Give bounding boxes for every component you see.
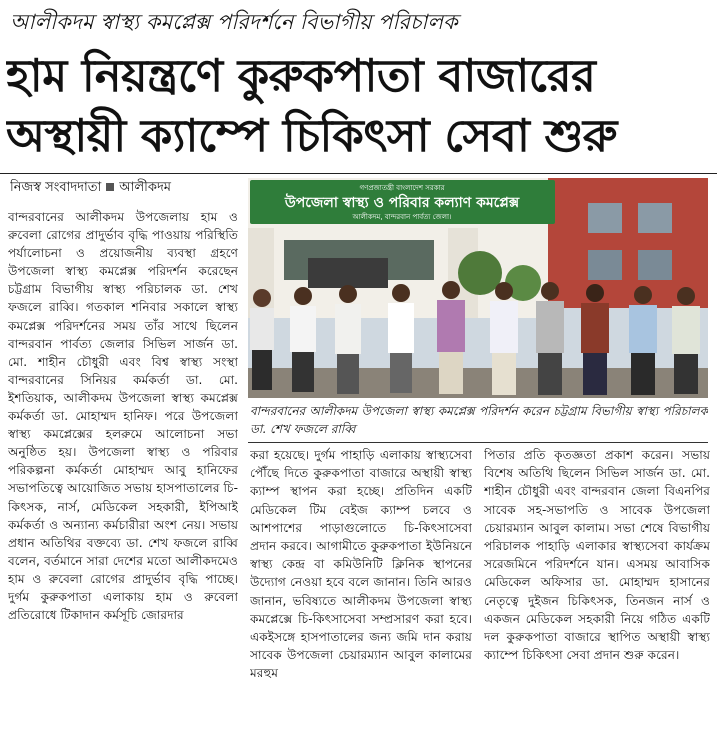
caption-divider bbox=[248, 442, 708, 443]
sign-top-text: গণপ্রজাতন্ত্রী বাংলাদেশ সরকার bbox=[359, 184, 445, 192]
window bbox=[638, 203, 672, 233]
column-3-text: পিতার প্রতি কৃতজ্ঞতা প্রকাশ করেন। সভায় বিশেষ অতিথি ছিলেন সিভিল সার্জন ডা. মো. শাহীন চৌধুরী এবং বান্দরবান জেলা বিএনপির সাবেক সহ-সভাপতি ও সাবেক উপজেলা চেয়ারম্যান আবুল কালাম। সভা শেষে বিভাগীয় পরিচালক পাহাড়ি এলাকার স্বাস্থ্যসেবা কার্যক্রম সরেজমিনে পরিদর্শনে যান। এসময় আবাসিক মেডিকেল অফিসার ডা. মোহাম্মদ হাসানের নেতৃত্বে দুইজন চিকিৎসক, তিনজন নার্স ও একজন মেডিকেল সহকারী নিয়ে গঠিত একটি দল কুরুকপাতা বাজারে স্থাপিত অস্থায়ী স্বাস্থ্য ক্যাম্পে চিকিৎসা সেবা প্রদান শুরু করেন। bbox=[484, 448, 710, 663]
column-2-text: করা হয়েছে। দুর্গম পাহাড়ি এলাকায় স্বাস্থ্যসেবা পৌঁছে দিতে কুরুকপাতা বাজারে অস্থায়ী স্বাস্থ্য ক্যাম্প স্থাপন করা হচ্ছে। প্রতিদিন একটি মেডিকেল টিম বেইজ ক্যাম্প চলবে ও আশপাশের পাড়াগুলোতে চি-কিৎসাসেবা প্রদান করবে। আগামীতে কুরুকপাতা ইউনিয়নে স্বাস্থ্য কেন্দ্র বা কমিউনিটি ক্লিনিক স্থাপনের উদ্যোগ নেওয়া হবে বলে জানান। তিনি আরও জানান, ভবিষ্যতে আলীকদম উপজেলা স্বাস্থ্য কমপ্লেক্সে চি-কিৎসাসেবা সম্প্রসারণ করা হবে। একইসঙ্গে হাসপাতালের জন্য জমি দান করায় সাবেক উপজেলা চেয়ারম্যান আবুল কালামের মরহুম bbox=[250, 448, 472, 681]
byline bbox=[10, 178, 240, 198]
headline-line-2: অস্থায়ী ক্যাম্পে চিকিৎসা সেবা শুরু bbox=[6, 109, 617, 162]
article-photo bbox=[248, 178, 708, 398]
column-1-text: বান্দরবানের আলীকদম উপজেলায় হাম ও রুবেলা রোগের প্রাদুর্ভাব বৃদ্ধি পাওয়ায় পরিস্থিতি পর্যালোচনা ও প্রয়োজনীয় ব্যবস্থা গ্রহণে উপজেলা স্বাস্থ্য কমপ্লেক্স পরিদর্শন করেছেন চট্টগ্রাম বিভাগীয় স্বাস্থ্য পরিচালক ডা. শেখ ফজলে রাব্বি। গতকাল শনিবার সকালে স্বাস্থ্য কমপ্লেক্স পরিদর্শনের সময় তাঁর সাথে ছিলেন বান্দরবান পার্বত্য জেলার সিভিল সার্জন ডা. মো. শাহীন চৌধুরী এবং বিশ্ব স্বাস্থ্য সংস্থা বান্দরবানের সিনিয়র কর্মকর্তা ডা. মো. ইশতিয়াক, আলীকদম উপজেলা স্বাস্থ্য কমপ্লেক্স কর্মকর্তা ডা. মোহাম্মদ হানিফ। পরে উপজেলা স্বাস্থ্য কমপ্লেক্সের হলরুমে আলোচনা সভা অনুষ্ঠিত হয়। উপজেলা স্বাস্থ্য ও পরিবার পরিকল্পনা কর্মকর্তা মোহাম্মদ আবু হানিফের সভাপতিত্বে আয়োজিত সভায় হাসপাতালের চি-কিৎসক, নার্স, মেডিকেল সহকারী, ইপিআই কর্মকর্তা ও অন্যান্য কর্মচারীরা অংশ নেয়। সভায় প্রধান অতিথির বক্তব্যে ডা. শেখ ফজলে রাব্বি বলেন, বর্তমানে সারা দেশের মতো আলীকদমেও হাম ও রুবেলা রোগের প্রাদুর্ভাব বৃদ্ধি পাচ্ছে। দুর্গম কুরুকপাতা এলাকায় হাম ও রুবেলা প্রতিরোধে টিকাদান কর্মসূচি জোরদার bbox=[8, 210, 238, 623]
window bbox=[588, 250, 622, 280]
square-bullet-icon bbox=[106, 183, 114, 191]
vehicle bbox=[308, 258, 388, 288]
sign-main-text: উপজেলা স্বাস্থ্য ও পরিবার কল্যাণ কমপ্লেক্স bbox=[284, 195, 520, 211]
article-headline bbox=[6, 46, 711, 168]
sign-sub-text: আলীকদম, বান্দরবান পার্বত্য জেলা। bbox=[352, 213, 452, 221]
headline-line-1: হাম নিয়ন্ত্রণে কুরুকপাতা বাজারের bbox=[6, 49, 596, 102]
headline-divider bbox=[0, 173, 717, 174]
photo-caption: বান্দরবানের আলীকদম উপজেলা স্বাস্থ্য কমপ্লেক্স পরিদর্শন করেন চট্টগ্রাম বিভাগীয় স্বাস্থ্য পরিচালক ডা. শেখ ফজলে রাব্বি bbox=[250, 404, 708, 436]
article-column-1 bbox=[8, 208, 238, 740]
window bbox=[588, 203, 622, 233]
article-kicker: আলীকদম স্বাস্থ্য কমপ্লেক্স পরিদর্শনে বিভাগীয় পরিচালক bbox=[10, 10, 458, 34]
article-column-2 bbox=[250, 446, 472, 740]
photo-illustration bbox=[248, 178, 708, 398]
byline-location: আলীকদম bbox=[119, 180, 172, 195]
article-column-3 bbox=[484, 446, 710, 740]
window bbox=[638, 250, 672, 280]
byline-reporter: নিজস্ব সংবাদদাতা bbox=[10, 180, 102, 195]
